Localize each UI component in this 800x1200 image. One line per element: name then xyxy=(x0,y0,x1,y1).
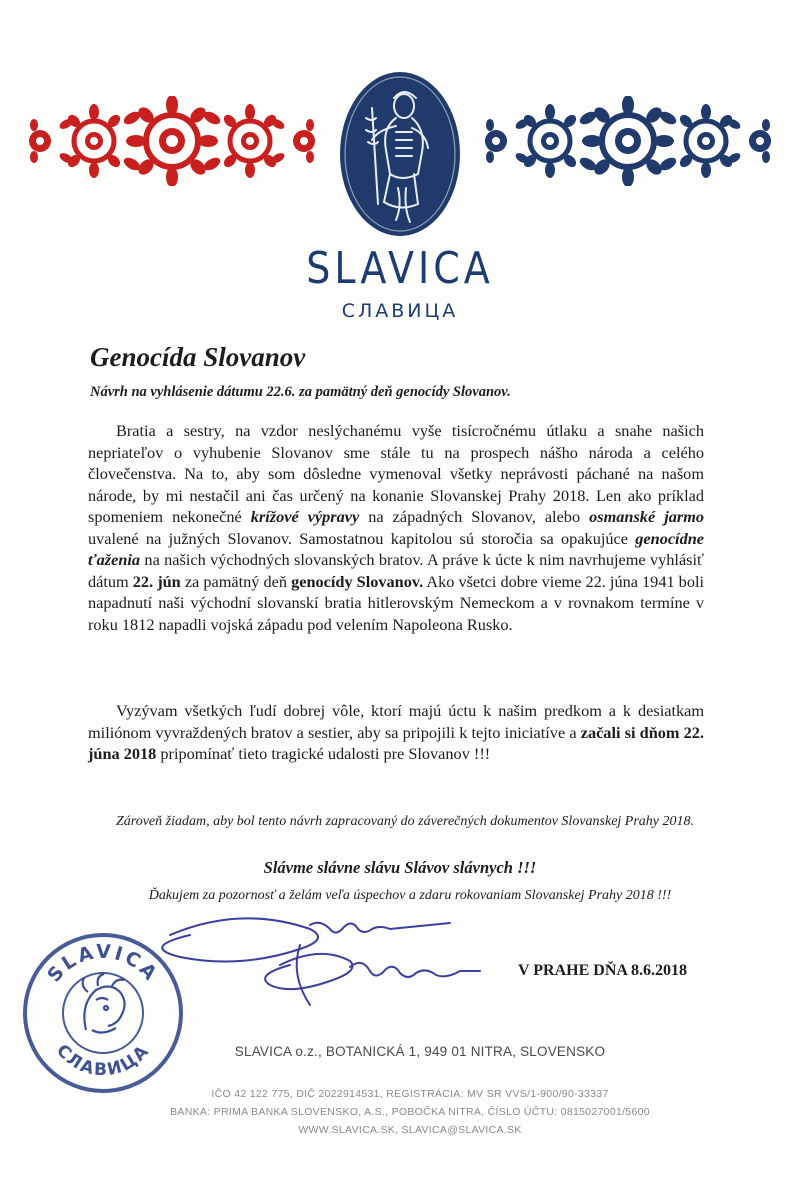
folk-flower-ornament-icon xyxy=(22,96,322,186)
closing-thanks: Ďakujem za pozornosť a želám veľa úspechov a zdaru rokovaniam Slovanskej Prahy 2018 !!! xyxy=(148,888,672,903)
svg-text:СЛАВИЦА: СЛАВИЦА xyxy=(52,1040,154,1081)
round-stamp-icon xyxy=(18,928,188,1103)
paragraph-1: Bratia a sestry, na vzdor neslýchanému vyše tisícročnému útlaku a snahe našich nepriateľov o vyhubenie Slovanov sme stále tu na prospech nášho národa a celého človečenstva. Na to, aby som dôsledne vymenoval všetky neprávosti páchané na našom národe, by mi nestačil ani čas určený na konanie Slovanskej Prahy 2018. Len ako príklad spomeniem nekonečné krížové výpravy na západných Slovanov, alebo osmanské jarmo uvalené na južných Slovanov. Samostatnou kapitolou sú storočia sa opakujúce genocídne ťaženia na našich východných slovanských bratov. A práve k úcte k nim navrhujeme vyhlásiť dátum 22. jún za pamätný deň genocídy Slovanov. Ako všetci dobre vieme 22. júna 1941 boli napadnutí naši východní slovanskí bratia hitlerovským Nemeckom a v rovnakom termíne v roku 1812 napadli vojská západu pod velením Napoleona Rusko. xyxy=(88,421,705,634)
emphasis-text: začali si dňom 22. júna 2018 xyxy=(88,722,704,763)
footer-bank: BANKA: PRIMA BANKA SLOVENSKO, A.S., POBOČKA NITRA, ČÍSLO ÚČTU: 0815027001/5600 xyxy=(170,1106,650,1118)
slogan: Slávme slávne slávu Slávov slávnych !!! xyxy=(263,858,537,877)
emphasis-text: 22. jún xyxy=(132,571,181,591)
svg-text:SLAVICA: SLAVICA xyxy=(43,940,163,987)
brand-name-cyrillic: СЛАВИЦА xyxy=(341,300,459,322)
paragraph-2: Vyzývam všetkých ľudí dobrej vôle, ktorí majú úctu k našim predkom a k desiatkam miliónom vyvraždených bratov a sestier, aby sa pripojili k tejto iniciatíve a začali si dňom 22. júna 2018 pripomínať tieto tragické udalosti pre Slovanov !!! xyxy=(88,701,704,763)
folk-woman-medallion-icon xyxy=(336,68,464,245)
emphasis-text: krížové výpravy xyxy=(250,507,360,526)
document-subtitle: Návrh na vyhlásenie dátumu 22.6. za pamätný deň genocídy Slovanov. xyxy=(90,384,511,400)
folk-flower-ornament-icon xyxy=(478,96,778,186)
emphasis-text: genocídy Slovanov. xyxy=(291,571,424,591)
handwritten-signature-icon xyxy=(160,905,520,1020)
brand-name-latin: SLAVICA xyxy=(306,242,494,294)
footer-registration: IČO 42 122 775, DIČ 2022914531, REGISTRÁCIA: MV SR VVS/1-900/90-33337 xyxy=(211,1088,609,1100)
footer-contact: WWW.SLAVICA.SK, SLAVICA@SLAVICA.SK xyxy=(298,1124,522,1136)
place-and-date: V PRAHE DŇA 8.6.2018 xyxy=(518,962,688,979)
paragraph-3: Zároveň žiadam, aby bol tento návrh zapracovaný do záverečných dokumentov Slovanskej Prahy 2018. xyxy=(116,814,695,829)
emphasis-text: genocídne ťaženia xyxy=(88,528,704,569)
document-title: Genocída Slovanov xyxy=(90,342,306,372)
emphasis-text: osmanské jarmo xyxy=(589,507,704,526)
footer-address: SLAVICA o.z., BOTANICKÁ 1, 949 01 NITRA, SLOVENSKO xyxy=(234,1044,606,1059)
